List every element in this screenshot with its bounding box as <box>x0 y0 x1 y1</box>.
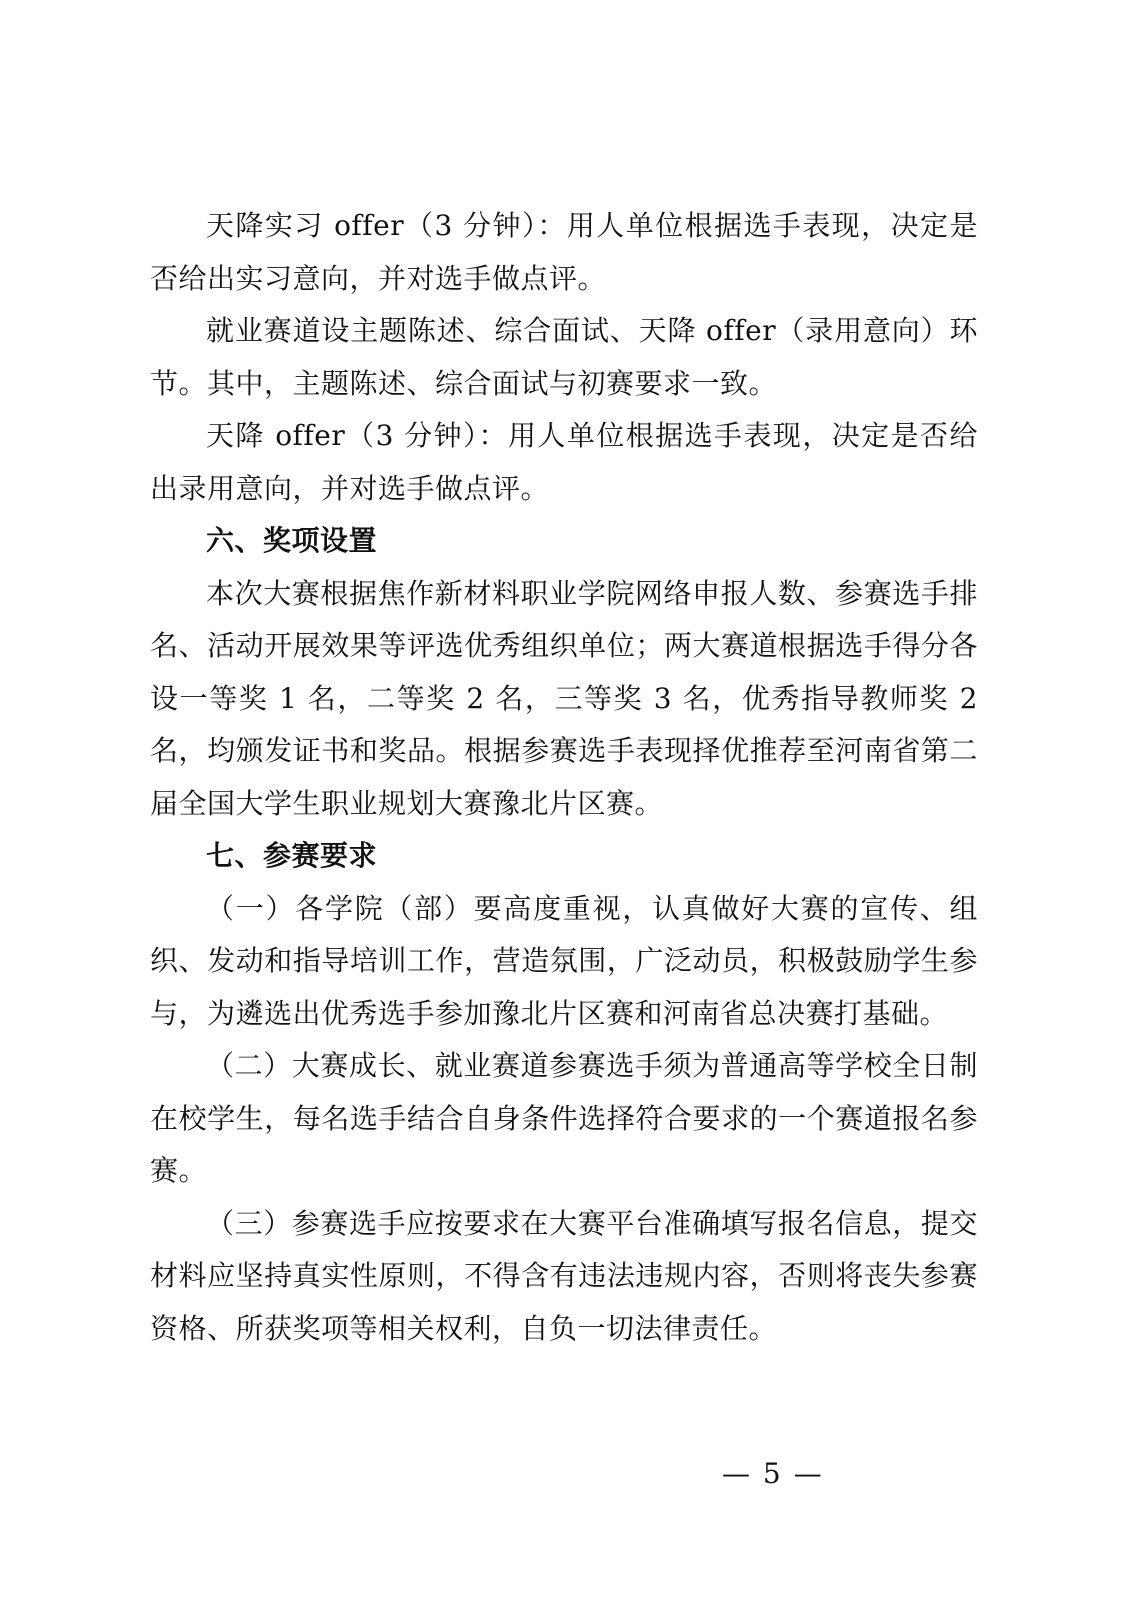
requirement-item-1: （一）各学院（部）要高度重视，认真做好大赛的宣传、组织、发动和指导培训工作，营造氛围，广泛动员，积极鼓励学生参与，为遴选出优秀选手参加豫北片区赛和河南省总决赛打基础。 <box>150 891 978 1030</box>
paragraph-employment-offer: 天降 offer（3 分钟）：用人单位根据选手表现，决定是否给出录用意向，并对选手做点评。 <box>150 419 978 505</box>
section-heading-requirements: 七、参赛要求 <box>206 839 378 872</box>
requirement-item-3: （三）参赛选手应按要求在大赛平台准确填写报名信息，提交材料应坚持真实性原则，不得含有违法违规内容，否则将丧失参赛资格、所获奖项等相关权利，自负一切法律责任。 <box>150 1206 978 1345</box>
page-number: — 5 — <box>722 1457 824 1490</box>
paragraph-awards: 本次大赛根据焦作新材料职业学院网络申报人数、参赛选手排名、活动开展效果等评选优秀组织单位；两大赛道根据选手得分各设一等奖 1 名，二等奖 2 名，三等奖 3 名，优秀指导教师奖 2 名，均颁发证书和奖品。根据参赛选手表现择优推荐至河南省第二届全国大学生职业规划大赛豫北片区赛。 <box>150 576 978 820</box>
requirement-item-2: （二）大赛成长、就业赛道参赛选手须为普通高等学校全日制在校学生，每名选手结合自身条件选择符合要求的一个赛道报名参赛。 <box>150 1049 978 1187</box>
section-heading-awards: 六、奖项设置 <box>206 524 378 557</box>
document-page <box>150 200 978 1355</box>
paragraph-employment-track: 就业赛道设主题陈述、综合面试、天降 offer（录用意向）环节。其中，主题陈述、综合面试与初赛要求一致。 <box>150 314 978 400</box>
paragraph-internship-offer: 天降实习 offer（3 分钟）：用人单位根据选手表现，决定是否给出实习意向，并对选手做点评。 <box>150 209 978 295</box>
